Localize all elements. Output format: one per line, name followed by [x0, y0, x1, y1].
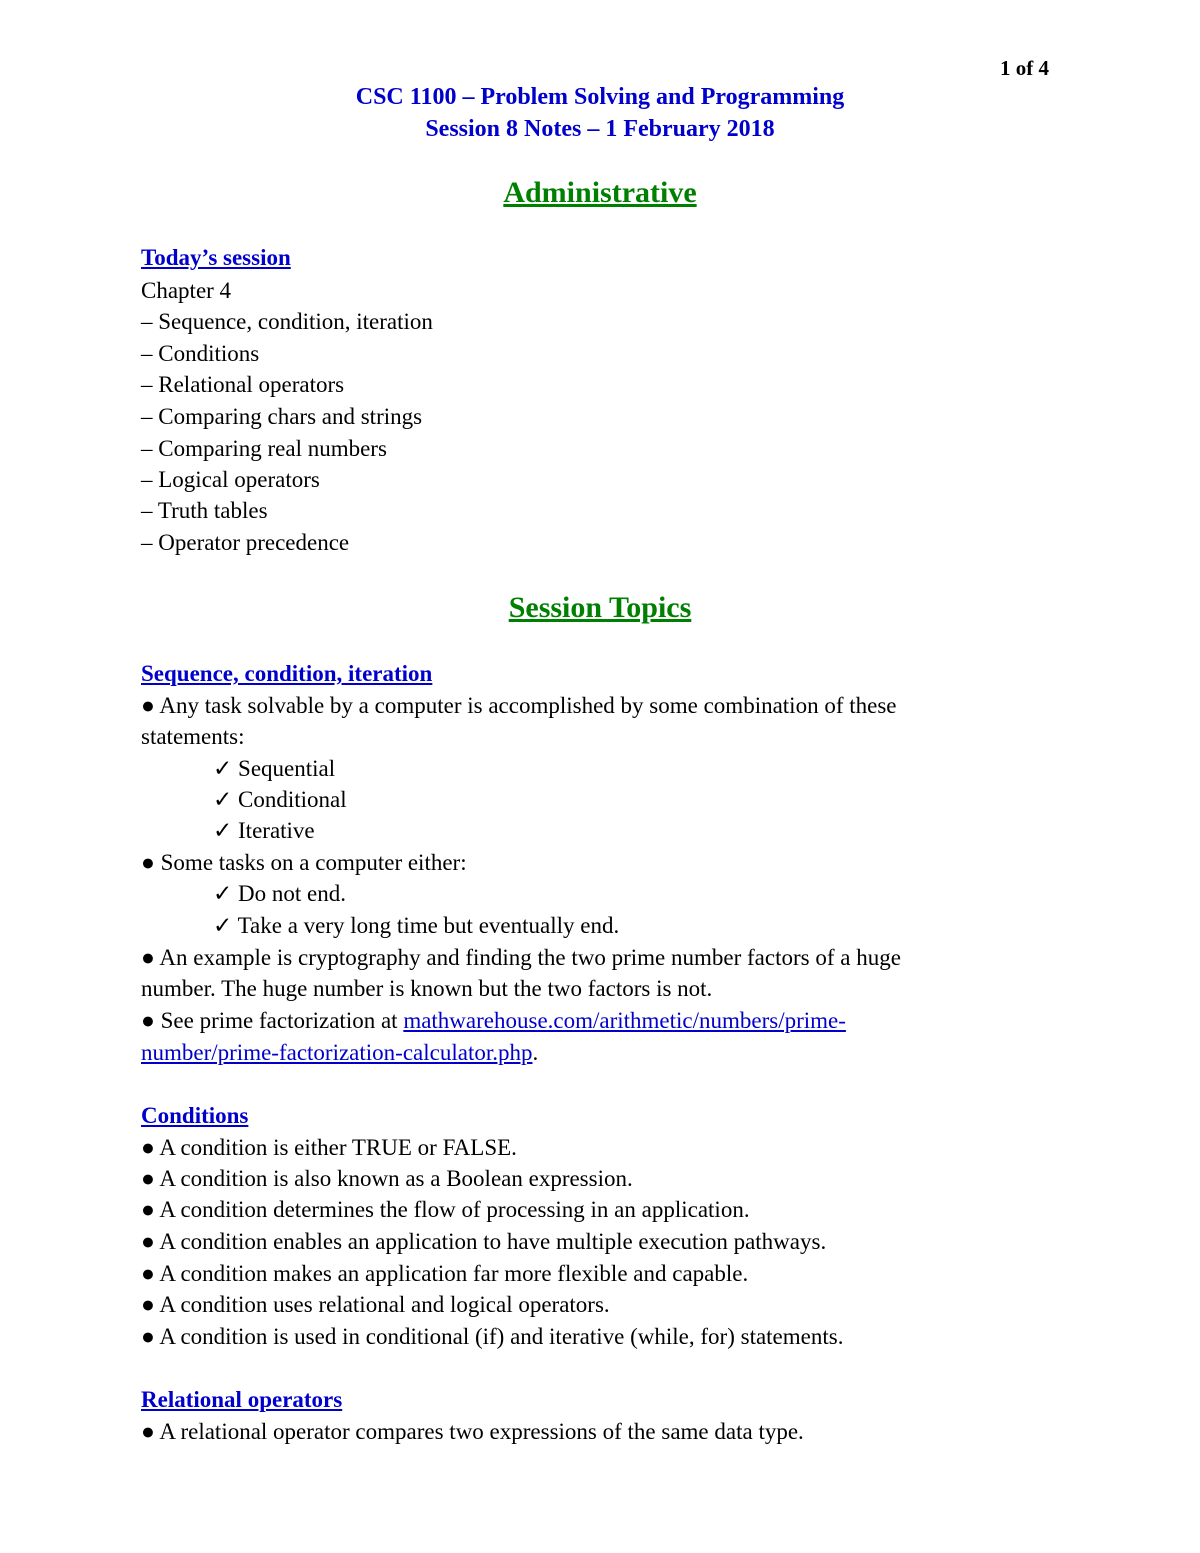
prime-factorization-bullet [141, 1008, 846, 1034]
conditions-bullet: ● A condition enables an application to have multiple execution pathways. [141, 1229, 827, 1254]
session-list-item: – Truth tables [141, 498, 268, 523]
page-number: 1 of 4 [1000, 56, 1049, 80]
administrative-heading: Administrative [503, 176, 697, 209]
todays-session-heading: Today’s session [141, 245, 291, 270]
session-title: Session 8 Notes – 1 February 2018 [425, 116, 775, 142]
session-list-item: – Relational operators [141, 372, 345, 397]
conditions-bullet: ● A condition uses relational and logical operators. [141, 1292, 610, 1317]
course-title: CSC 1100 – Problem Solving and Programming [355, 84, 845, 110]
relational-operators-heading: Relational operators [141, 1387, 343, 1412]
session-list-item: – Conditions [141, 341, 260, 366]
conditions-heading: Conditions [141, 1103, 249, 1128]
check-item: ✓ Iterative [213, 818, 315, 843]
sequence-bullet: ● An example is cryptography and finding the two prime number factors of a huge [141, 945, 901, 970]
sequence-heading: Sequence, condition, iteration [141, 661, 433, 686]
session-list-item: – Operator precedence [141, 530, 350, 555]
prime-factorization-link[interactable]: mathwarehouse.com/arithmetic/numbers/prime- [403, 1008, 846, 1033]
conditions-bullet: ● A condition is either TRUE or FALSE. [141, 1135, 517, 1160]
session-list-item: – Comparing chars and strings [141, 404, 423, 429]
prime-factorization-text: ● See prime factorization at [141, 1008, 404, 1033]
sequence-bullet-continued: number. The huge number is known but the two factors is not. [141, 976, 713, 1001]
session-list-item: – Sequence, condition, iteration [141, 309, 433, 334]
check-item: ✓ Do not end. [213, 881, 346, 906]
sequence-bullet: ● Any task solvable by a computer is accomplished by some combination of these [141, 693, 897, 718]
link-period: . [532, 1040, 539, 1065]
session-list-item: – Comparing real numbers [141, 436, 387, 461]
chapter-label: Chapter 4 [141, 278, 232, 303]
prime-factorization-link[interactable]: number/prime-factorization-calculator.php [141, 1040, 533, 1065]
sequence-bullet-continued: statements: [141, 724, 245, 749]
conditions-bullet: ● A condition makes an application far more flexible and capable. [141, 1261, 749, 1286]
prime-factorization-link-continued [141, 1040, 538, 1066]
session-list-item: – Logical operators [141, 467, 320, 492]
conditions-bullet: ● A condition is also known as a Boolean expression. [141, 1166, 633, 1191]
conditions-bullet: ● A condition determines the flow of processing in an application. [141, 1197, 750, 1222]
relational-bullet: ● A relational operator compares two expressions of the same data type. [141, 1419, 804, 1444]
check-item: ✓ Conditional [213, 787, 347, 812]
sequence-bullet: ● Some tasks on a computer either: [141, 850, 467, 875]
session-topics-heading: Session Topics [508, 591, 692, 624]
check-item: ✓ Sequential [213, 756, 336, 781]
conditions-bullet: ● A condition is used in conditional (if) and iterative (while, for) statements. [141, 1324, 844, 1349]
check-item: ✓ Take a very long time but eventually end. [213, 913, 620, 938]
